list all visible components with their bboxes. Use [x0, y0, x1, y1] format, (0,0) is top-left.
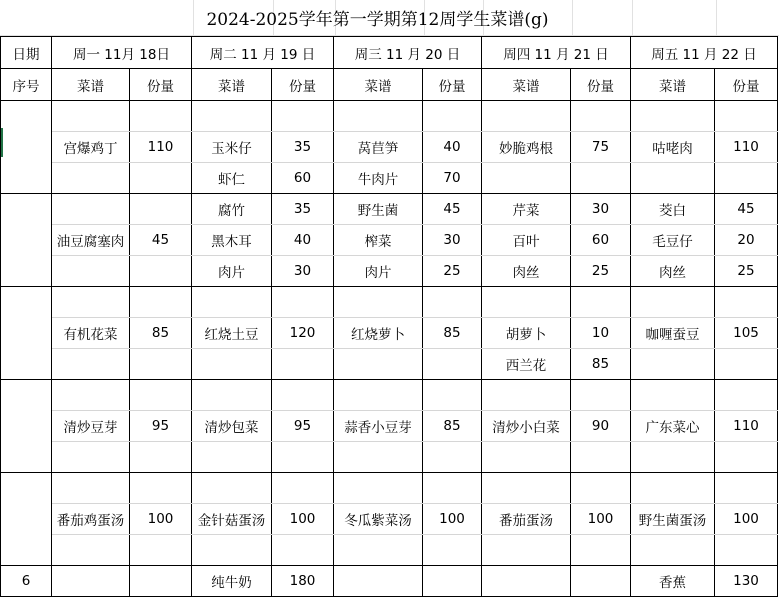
seq-cell[interactable]	[1, 473, 52, 566]
dish-cell[interactable]: 牛肉片	[334, 163, 423, 194]
qty-cell[interactable]: 10	[571, 318, 631, 349]
qty-label[interactable]: 份量	[130, 69, 192, 101]
table-row	[1, 349, 778, 380]
qty-cell[interactable]: 180	[272, 566, 334, 597]
dish-cell[interactable]: 胡萝卜	[482, 318, 571, 349]
dish-cell[interactable]: 肉片	[192, 256, 272, 287]
qty-cell[interactable]: 75	[571, 132, 631, 163]
qty-cell[interactable]	[715, 380, 778, 411]
dish-label[interactable]: 菜谱	[192, 69, 272, 101]
qty-cell[interactable]: 45	[130, 225, 192, 256]
qty-cell[interactable]: 85	[130, 318, 192, 349]
qty-cell[interactable]: 25	[571, 256, 631, 287]
table-row	[1, 504, 778, 535]
dish-cell[interactable]: 莴苣笋	[334, 132, 423, 163]
dish-cell[interactable]	[631, 163, 715, 194]
qty-cell[interactable]	[130, 380, 192, 411]
dish-cell[interactable]	[631, 287, 715, 318]
qty-cell[interactable]	[130, 566, 192, 597]
qty-cell[interactable]: 70	[423, 163, 482, 194]
dish-cell[interactable]	[334, 442, 423, 473]
qty-cell[interactable]: 90	[571, 411, 631, 442]
qty-cell[interactable]	[272, 101, 334, 132]
qty-cell[interactable]	[423, 101, 482, 132]
dish-cell[interactable]: 清炒小白菜	[482, 411, 571, 442]
seq-cell[interactable]	[1, 101, 52, 194]
table-row	[1, 380, 778, 411]
qty-cell[interactable]: 85	[571, 349, 631, 380]
qty-cell[interactable]	[715, 101, 778, 132]
dish-cell[interactable]	[334, 473, 423, 504]
qty-cell[interactable]	[130, 287, 192, 318]
qty-cell[interactable]	[130, 442, 192, 473]
qty-cell[interactable]	[130, 473, 192, 504]
dish-cell[interactable]	[482, 473, 571, 504]
dish-cell[interactable]: 金针菇蛋汤	[192, 504, 272, 535]
qty-cell[interactable]: 110	[715, 411, 778, 442]
dish-cell[interactable]: 番茄蛋汤	[482, 504, 571, 535]
qty-cell[interactable]	[571, 287, 631, 318]
dish-cell[interactable]	[631, 535, 715, 566]
qty-label[interactable]: 份量	[715, 69, 778, 101]
qty-cell[interactable]: 85	[423, 411, 482, 442]
dish-cell[interactable]: 冬瓜紫菜汤	[334, 504, 423, 535]
dish-cell[interactable]: 芹菜	[482, 194, 571, 225]
qty-label[interactable]: 份量	[571, 69, 631, 101]
qty-cell[interactable]	[423, 380, 482, 411]
table-row	[1, 256, 778, 287]
dish-cell[interactable]: 腐竹	[192, 194, 272, 225]
day-wednesday[interactable]: 周三 11 月 20 日	[334, 37, 482, 69]
dish-cell[interactable]	[482, 566, 571, 597]
day-friday[interactable]: 周五 11 月 22 日	[631, 37, 778, 69]
dish-label[interactable]: 菜谱	[631, 69, 715, 101]
qty-cell[interactable]	[715, 473, 778, 504]
table-row	[1, 473, 778, 504]
dish-cell[interactable]: 茭白	[631, 194, 715, 225]
dish-cell[interactable]	[52, 380, 130, 411]
dish-cell[interactable]	[482, 442, 571, 473]
table-row	[1, 411, 778, 442]
qty-cell[interactable]	[571, 535, 631, 566]
qty-cell[interactable]: 25	[715, 256, 778, 287]
qty-cell[interactable]: 35	[272, 194, 334, 225]
qty-cell[interactable]	[423, 473, 482, 504]
qty-cell[interactable]	[423, 566, 482, 597]
qty-cell[interactable]: 110	[715, 132, 778, 163]
qty-cell[interactable]: 35	[272, 132, 334, 163]
sheet-title: 2024-2025学年第一学期第12周学生菜谱(g)	[206, 10, 549, 30]
dish-cell[interactable]	[631, 349, 715, 380]
dish-cell[interactable]: 野生菌蛋汤	[631, 504, 715, 535]
qty-cell[interactable]: 30	[423, 225, 482, 256]
qty-cell[interactable]	[571, 442, 631, 473]
qty-cell[interactable]	[130, 256, 192, 287]
dish-cell[interactable]	[52, 473, 130, 504]
qty-cell[interactable]	[715, 535, 778, 566]
table-row	[1, 442, 778, 473]
day-thursday[interactable]: 周四 11 月 21 日	[482, 37, 631, 69]
qty-cell[interactable]	[715, 163, 778, 194]
column-header-row	[1, 69, 778, 101]
dish-cell[interactable]	[192, 535, 272, 566]
dish-cell[interactable]: 虾仁	[192, 163, 272, 194]
dish-cell[interactable]	[192, 380, 272, 411]
date-header-row	[1, 37, 778, 69]
dish-cell[interactable]	[192, 442, 272, 473]
dish-cell[interactable]	[52, 535, 130, 566]
dish-cell[interactable]	[334, 535, 423, 566]
qty-cell[interactable]: 20	[715, 225, 778, 256]
dish-cell[interactable]	[631, 473, 715, 504]
qty-cell[interactable]	[272, 535, 334, 566]
dish-cell[interactable]: 宫爆鸡丁	[52, 132, 130, 163]
dish-cell[interactable]: 肉丝	[482, 256, 571, 287]
dish-cell[interactable]	[192, 101, 272, 132]
dish-cell[interactable]	[52, 349, 130, 380]
qty-cell[interactable]	[130, 349, 192, 380]
qty-cell[interactable]	[130, 194, 192, 225]
day-tuesday[interactable]: 周二 11 月 19 日	[192, 37, 334, 69]
dish-cell[interactable]: 百叶	[482, 225, 571, 256]
dish-cell[interactable]	[52, 566, 130, 597]
qty-cell[interactable]: 95	[130, 411, 192, 442]
qty-cell[interactable]: 30	[272, 256, 334, 287]
dish-cell[interactable]	[482, 163, 571, 194]
qty-cell[interactable]	[571, 380, 631, 411]
qty-cell[interactable]	[130, 535, 192, 566]
qty-cell[interactable]: 110	[130, 132, 192, 163]
qty-cell[interactable]	[715, 349, 778, 380]
menu-table	[0, 36, 778, 597]
dish-label[interactable]: 菜谱	[482, 69, 571, 101]
dish-cell[interactable]	[482, 287, 571, 318]
qty-cell[interactable]	[423, 287, 482, 318]
seq-label[interactable]: 序号	[1, 69, 52, 101]
qty-cell[interactable]: 40	[272, 225, 334, 256]
qty-cell[interactable]: 95	[272, 411, 334, 442]
dish-cell[interactable]	[631, 101, 715, 132]
qty-cell[interactable]	[130, 101, 192, 132]
dish-cell[interactable]: 纯牛奶	[192, 566, 272, 597]
dish-cell[interactable]: 野生菌	[334, 194, 423, 225]
dish-cell[interactable]: 红烧土豆	[192, 318, 272, 349]
qty-cell[interactable]	[423, 442, 482, 473]
qty-cell[interactable]	[272, 349, 334, 380]
dish-cell[interactable]: 妙脆鸡根	[482, 132, 571, 163]
qty-cell[interactable]: 100	[423, 504, 482, 535]
qty-cell[interactable]	[272, 287, 334, 318]
seq-cell[interactable]	[1, 287, 52, 380]
dish-cell[interactable]: 油豆腐塞肉	[52, 225, 130, 256]
dish-cell[interactable]	[192, 349, 272, 380]
dish-label[interactable]: 菜谱	[52, 69, 130, 101]
dish-cell[interactable]	[334, 349, 423, 380]
dish-cell[interactable]: 毛豆仔	[631, 225, 715, 256]
qty-cell[interactable]: 105	[715, 318, 778, 349]
qty-cell[interactable]: 60	[272, 163, 334, 194]
qty-cell[interactable]: 30	[571, 194, 631, 225]
qty-cell[interactable]: 40	[423, 132, 482, 163]
dish-cell[interactable]	[482, 535, 571, 566]
table-row	[1, 287, 778, 318]
dish-cell[interactable]: 广东菜心	[631, 411, 715, 442]
date-label[interactable]: 日期	[1, 37, 52, 69]
qty-cell[interactable]: 100	[715, 504, 778, 535]
qty-cell[interactable]	[272, 380, 334, 411]
table-row	[1, 163, 778, 194]
dish-cell[interactable]: 肉丝	[631, 256, 715, 287]
qty-cell[interactable]	[715, 442, 778, 473]
qty-cell[interactable]	[423, 349, 482, 380]
dish-cell[interactable]	[334, 101, 423, 132]
qty-cell[interactable]	[571, 566, 631, 597]
dish-cell[interactable]	[482, 101, 571, 132]
dish-cell[interactable]	[334, 380, 423, 411]
table-row	[1, 318, 778, 349]
qty-cell[interactable]	[571, 473, 631, 504]
dish-cell[interactable]	[52, 101, 130, 132]
table-row	[1, 566, 778, 597]
seq-cell[interactable]	[1, 194, 52, 287]
dish-cell[interactable]: 咕咾肉	[631, 132, 715, 163]
dish-cell[interactable]: 红烧萝卜	[334, 318, 423, 349]
day-monday[interactable]: 周一 11月 18日	[52, 37, 192, 69]
qty-cell[interactable]	[130, 163, 192, 194]
qty-cell[interactable]: 85	[423, 318, 482, 349]
dish-cell[interactable]: 玉米仔	[192, 132, 272, 163]
dish-cell[interactable]	[482, 380, 571, 411]
qty-cell[interactable]: 120	[272, 318, 334, 349]
dish-cell[interactable]: 咖喱蚕豆	[631, 318, 715, 349]
qty-cell[interactable]: 100	[272, 504, 334, 535]
dish-cell[interactable]: 香蕉	[631, 566, 715, 597]
qty-cell[interactable]	[272, 442, 334, 473]
table-row	[1, 535, 778, 566]
seq-number: 6	[21, 573, 31, 589]
dish-cell[interactable]	[192, 473, 272, 504]
qty-cell[interactable]	[423, 535, 482, 566]
qty-cell[interactable]	[272, 473, 334, 504]
dish-cell[interactable]	[52, 287, 130, 318]
qty-cell[interactable]: 130	[715, 566, 778, 597]
dish-cell[interactable]	[334, 566, 423, 597]
qty-cell[interactable]: 45	[423, 194, 482, 225]
dish-cell[interactable]: 肉片	[334, 256, 423, 287]
dish-cell[interactable]	[631, 442, 715, 473]
qty-cell[interactable]	[715, 287, 778, 318]
qty-cell[interactable]: 60	[571, 225, 631, 256]
dish-cell[interactable]: 西兰花	[482, 349, 571, 380]
table-row	[1, 101, 778, 132]
dish-cell[interactable]	[52, 194, 130, 225]
dish-cell[interactable]: 榨菜	[334, 225, 423, 256]
dish-cell[interactable]	[631, 380, 715, 411]
seq-cell[interactable]	[1, 380, 52, 473]
dish-cell[interactable]	[52, 442, 130, 473]
qty-cell[interactable]: 100	[571, 504, 631, 535]
dish-cell[interactable]: 清炒包菜	[192, 411, 272, 442]
dish-label[interactable]: 菜谱	[334, 69, 423, 101]
qty-cell[interactable]	[571, 101, 631, 132]
dish-cell[interactable]: 蒜香小豆芽	[334, 411, 423, 442]
table-row	[1, 225, 778, 256]
dish-cell[interactable]: 黑木耳	[192, 225, 272, 256]
qty-cell[interactable]: 100	[130, 504, 192, 535]
table-row	[1, 194, 778, 225]
qty-cell[interactable]: 45	[715, 194, 778, 225]
dish-cell[interactable]	[52, 256, 130, 287]
dish-cell[interactable]	[192, 287, 272, 318]
seq-cell[interactable]	[1, 566, 52, 597]
dish-cell[interactable]: 番茄鸡蛋汤	[52, 504, 130, 535]
qty-label[interactable]: 份量	[272, 69, 334, 101]
qty-label[interactable]: 份量	[423, 69, 482, 101]
dish-cell[interactable]	[334, 287, 423, 318]
dish-cell[interactable]: 清炒豆芽	[52, 411, 130, 442]
table-row	[1, 132, 778, 163]
qty-cell[interactable]: 25	[423, 256, 482, 287]
dish-cell[interactable]: 有机花菜	[52, 318, 130, 349]
qty-cell[interactable]	[571, 163, 631, 194]
dish-cell[interactable]	[52, 163, 130, 194]
